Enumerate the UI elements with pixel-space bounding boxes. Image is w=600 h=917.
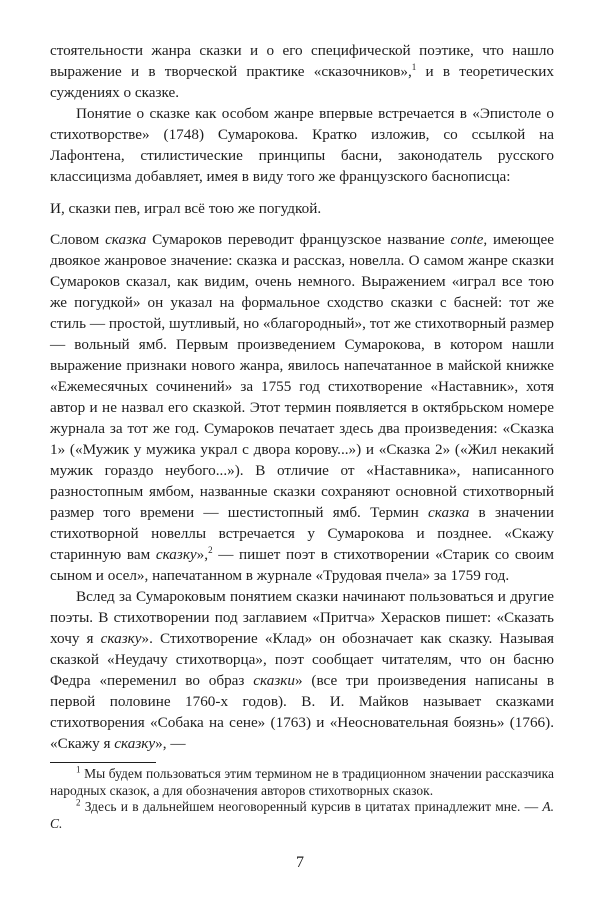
footnote-2 bbox=[50, 799, 554, 832]
footnote-marker: 2 bbox=[76, 797, 81, 808]
main-text bbox=[50, 40, 554, 754]
text-run: Словом bbox=[50, 231, 106, 248]
text-run: Понятие о сказке как особом жанре впервые встречается в «Эпистоле о стихотворстве» (1748) Сумарокова. Кратко изложив, со ссылкой на Лафонтена, стилистические принципы басни, законодатель русского классицизма добавляет, имея в виду того же французского баснописца: bbox=[50, 105, 554, 185]
italic-text: сказка bbox=[105, 231, 147, 248]
text-run: » (все три произведения написаны в первой половине 1760-х годов). В. И. Майков называет сказками стихотворения «Собака на сене» (1763) и «Неосновательная боязнь» (1766). «Скажу я bbox=[50, 672, 554, 752]
paragraph-1 bbox=[50, 40, 554, 103]
page-number: 7 bbox=[296, 854, 304, 871]
text-run: Мы будем пользоваться этим термином не в традиционном значении рассказчика народных сказок, а для обозначения авторов стихотворных сказок. bbox=[50, 766, 554, 798]
italic-text: сказки bbox=[253, 672, 295, 689]
text-run: », bbox=[196, 546, 209, 563]
paragraph-5 bbox=[50, 586, 554, 754]
text-run: », — bbox=[155, 735, 186, 752]
footnote-separator bbox=[50, 762, 156, 763]
italic-text: сказка bbox=[428, 504, 470, 521]
text-run: стоятельности жанра сказки и о его специфической поэтике, что нашло выражение и в творческой практике «сказочников», bbox=[50, 42, 554, 80]
italic-text: сказку bbox=[114, 735, 156, 752]
text-run: , имеющее двоякое жанровое значение: сказка и рассказ, новелла. О самом жанре сказки Сумароков сказал, как видим, очень немного. Выражением «играл все тою же погудкой» он указал на формальное сходство сказки с басней: тот же стиль — простой, шутливый, но «благородный», тот же стихотворный размер — вольный ямб. Первым произведением Сумарокова, в котором нашли выражение признаки нового жанра, явилось напечатанное в майской книжке «Ежемесячных сочинений» за 1755 год стихотворение «Наставник», хотя автор и не назвал его сказкой. Этот термин появляется в октябрьском номере журнала за тот же год. Сумароков печатает здесь два произведения: «Сказка 1» («Мужик у мужика украл с двора корову...») и «Сказка 2» («Жил некакий мужик гораздо неубого...»). В отличие от «Наставника», написанного разностопным ямбом, названные сказки сохраняют основной стихотворный размер того времени — шестистопный ямб. Термин bbox=[50, 231, 554, 521]
text-run: Вслед за Сумароковым понятием сказки начинают пользоваться и другие поэты. В стихотворении под заглавием «Притча» Херасков пишет: «Сказать хочу я bbox=[50, 588, 554, 647]
text-run: — пишет поэт в стихотворении «Старик со своим сыном и осел», напечатанном в журнале «Трудовая пчела» за 1759 год. bbox=[50, 546, 555, 584]
footnote-marker: 1 bbox=[76, 764, 81, 775]
paragraph-4 bbox=[50, 229, 554, 586]
text-run: ». Стихотворение «Клад» он обозначает как сказку. Называя сказкой «Неудачу стихотворца», поэт сообщает читателям, что он басню Федра «переменил во образ bbox=[50, 630, 554, 689]
paragraph-2 bbox=[50, 103, 554, 187]
footnote-marker: 1 bbox=[411, 61, 417, 72]
footnotes bbox=[50, 766, 554, 832]
text-run: Сумароков переводит французское название bbox=[146, 231, 451, 248]
italic-text: conte bbox=[450, 231, 484, 248]
verse-quotation bbox=[50, 187, 554, 229]
italic-text: сказку bbox=[155, 546, 197, 563]
italic-text: А. С. bbox=[50, 799, 554, 831]
text-run: И, сказки пев, играл всё тою же погудкой. bbox=[50, 200, 322, 217]
italic-text: сказку bbox=[100, 630, 142, 647]
text-run: Здесь и в дальнейшем неоговоренный курсив в цитатах принадлежит мне. — bbox=[80, 799, 543, 815]
text-run: и в теоретических суждениях о сказке. bbox=[50, 63, 554, 101]
text-run: в значении стихотворной новеллы встречается у Сумарокова и позднее. «Скажу старинную вам bbox=[50, 504, 554, 563]
footnote-marker: 2 bbox=[208, 544, 213, 555]
footnote-1 bbox=[50, 766, 554, 799]
